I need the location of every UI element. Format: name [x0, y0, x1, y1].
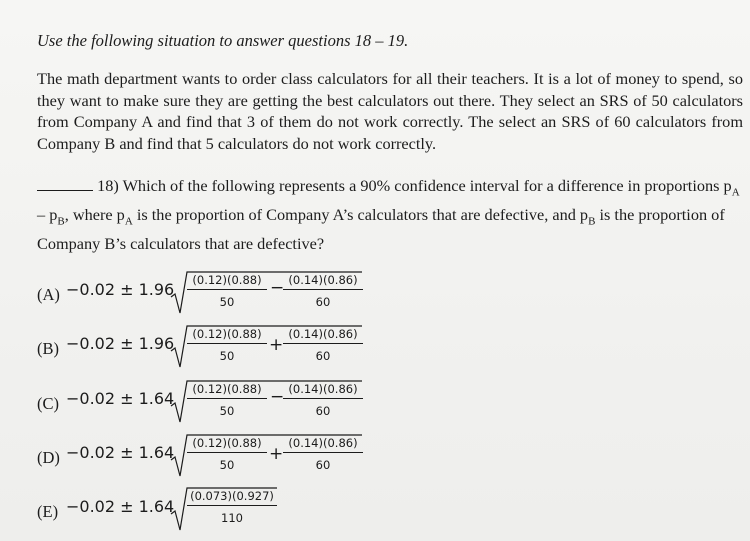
denominator-2: 60 [315, 349, 331, 363]
numerator-2: (0.14)(0.86) [288, 382, 358, 396]
question-text-4: is the proportion of Company A’s calculators that are defective, and p [132, 204, 589, 224]
denominator-1: 110 [221, 511, 243, 525]
option-b[interactable] [37, 320, 397, 380]
operator: − [270, 278, 285, 298]
numerator-1: (0.12)(0.88) [192, 436, 262, 450]
question-text-5: is the proportion of Company B’s calculators that are defective? [37, 204, 725, 253]
fraction-2 [283, 273, 363, 309]
denominator-2: 60 [315, 404, 331, 418]
option-expression: −0.02 ± 1.96 [66, 334, 175, 353]
option-c[interactable] [37, 375, 397, 435]
operator: + [269, 444, 284, 464]
numerator-1: (0.073)(0.927) [190, 489, 274, 503]
fraction-1 [187, 273, 267, 309]
subscript-b: B [57, 215, 65, 227]
denominator-1: 50 [219, 349, 235, 363]
operator: + [269, 335, 284, 355]
option-expression: −0.02 ± 1.64 [66, 497, 175, 516]
option-e[interactable] [37, 480, 397, 540]
numerator-1: (0.12)(0.88) [192, 382, 262, 396]
subscript-a-2: A [124, 215, 133, 227]
option-expression: −0.02 ± 1.64 [66, 389, 175, 408]
numerator-2: (0.14)(0.86) [288, 327, 358, 341]
subscript-b-2: B [588, 215, 596, 227]
question-number: 18) [97, 176, 119, 195]
option-expression: −0.02 ± 1.96 [66, 280, 175, 299]
numerator-1: (0.12)(0.88) [192, 273, 262, 287]
numerator-2: (0.14)(0.86) [288, 273, 358, 287]
option-label: (C) [37, 394, 59, 413]
denominator-1: 50 [219, 404, 235, 418]
option-a[interactable] [37, 266, 397, 326]
option-label: (E) [37, 502, 59, 521]
option-label: (B) [37, 339, 59, 358]
fraction-1 [187, 489, 277, 525]
scenario-paragraph: The math department wants to order class calculators for all their teachers. It is a lot of money to spend, so they want to make sure they are getting the best calculators out there. They select an SRS of 50 calculators from Company A and find that 3 of them do not work correctly. The select an SRS of 60 calculators from Company B and find that 5 calculators do not work correctly. [37, 69, 743, 153]
fraction-2 [283, 436, 363, 472]
operator: − [270, 387, 285, 407]
question-text-2: – p [37, 204, 58, 224]
question-18 [37, 175, 743, 254]
question-text-1: Which of the following represents a 90% confidence interval for a difference in proportions p [122, 176, 732, 195]
numerator-1: (0.12)(0.88) [192, 327, 262, 341]
denominator-1: 50 [219, 458, 235, 472]
question-text-3: , where p [64, 204, 125, 224]
denominator-1: 50 [219, 295, 235, 309]
numerator-2: (0.14)(0.86) [288, 436, 358, 450]
subscript-a: A [731, 186, 740, 199]
option-label: (D) [37, 448, 60, 467]
fraction-1 [187, 327, 267, 363]
fraction-2 [283, 327, 363, 363]
answer-blank[interactable] [37, 178, 93, 191]
denominator-2: 60 [315, 458, 331, 472]
instructions-heading: Use the following situation to answer questions 18 – 19. [37, 31, 409, 50]
fraction-1 [187, 436, 267, 472]
option-label: (A) [37, 285, 60, 304]
option-expression: −0.02 ± 1.64 [66, 443, 175, 462]
fraction-2 [283, 382, 363, 418]
denominator-2: 60 [315, 295, 331, 309]
fraction-1 [187, 382, 267, 418]
